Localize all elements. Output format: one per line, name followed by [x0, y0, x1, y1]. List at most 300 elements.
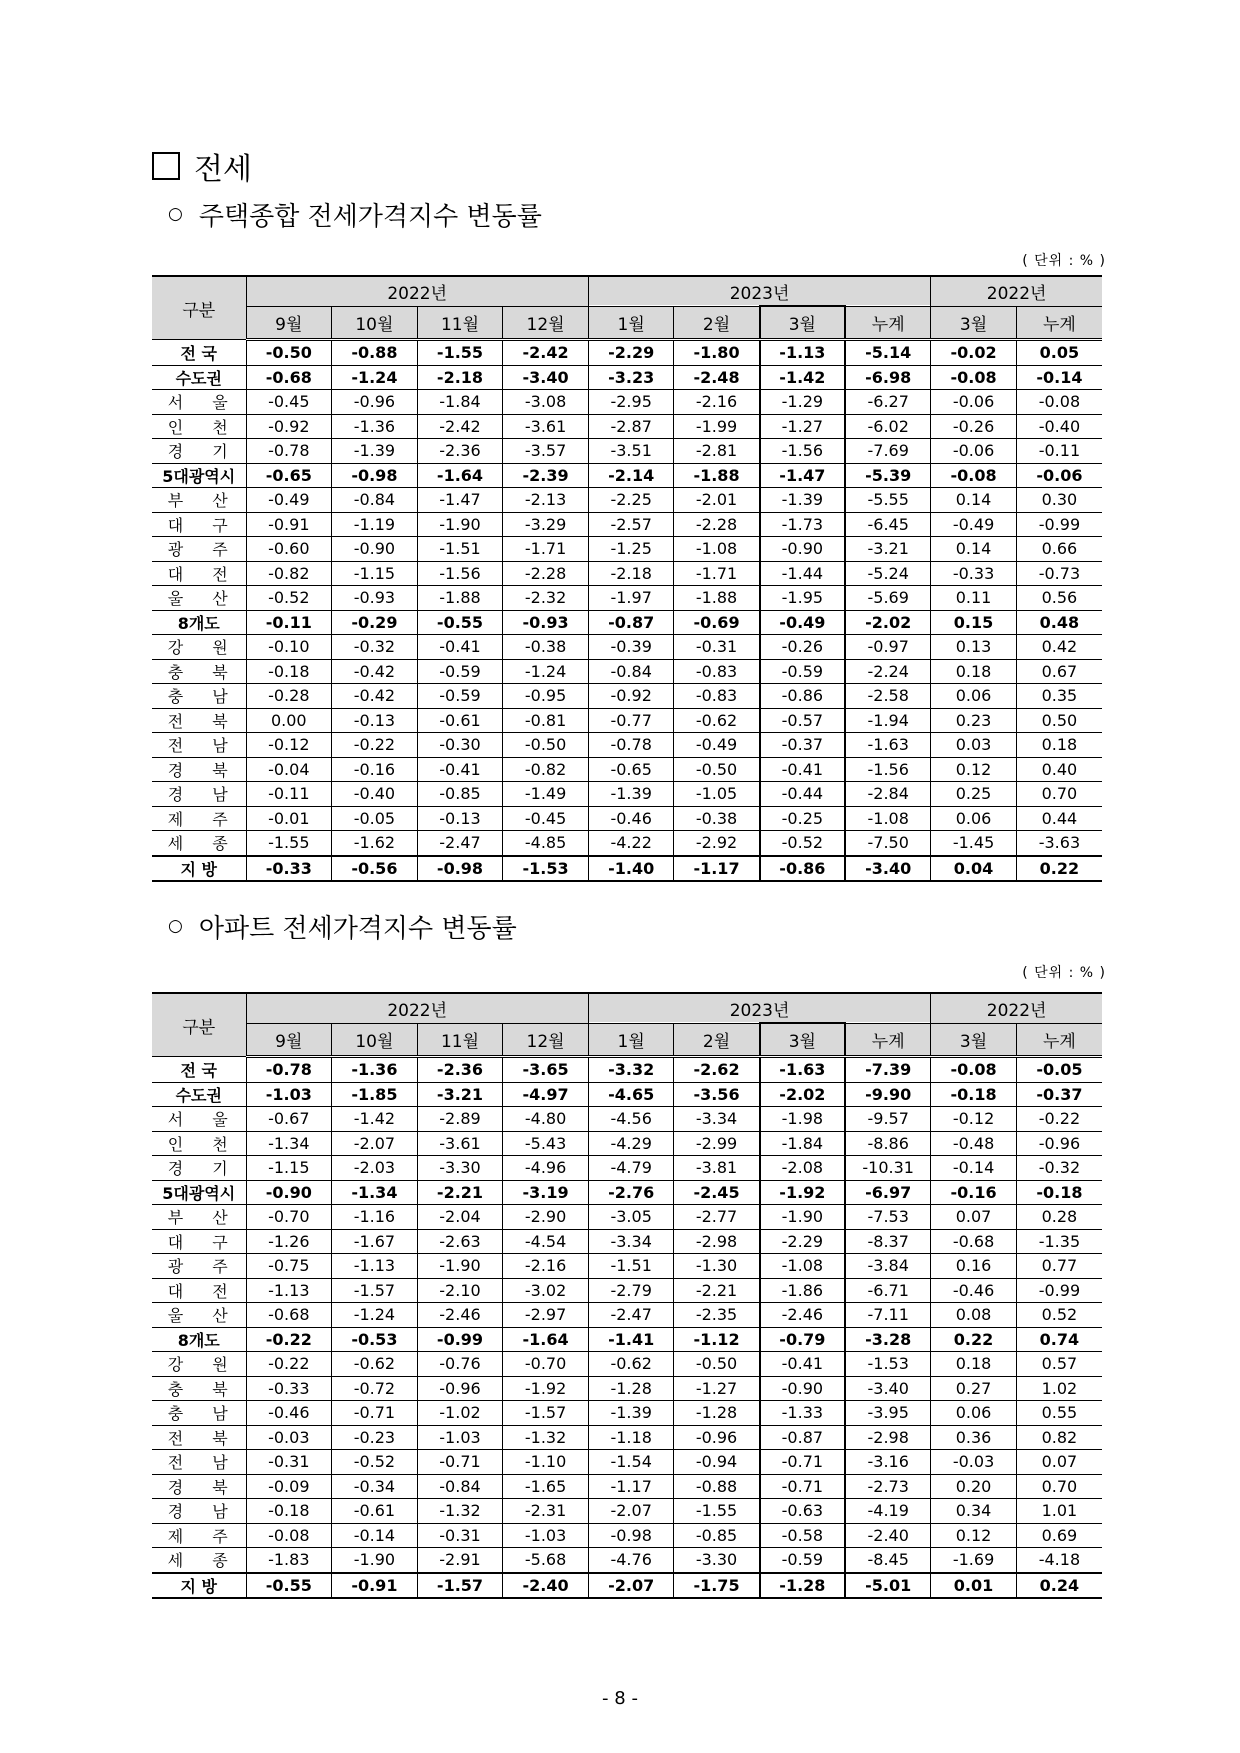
table-row — [152, 1229, 1102, 1254]
value-cell: -0.39 — [588, 635, 674, 660]
value-cell: -2.02 — [845, 610, 931, 635]
value-cell: 0.14 — [931, 488, 1017, 513]
value-cell: -1.24 — [332, 365, 418, 390]
value-cell: -0.08 — [246, 1523, 332, 1548]
value-cell: -0.06 — [931, 390, 1017, 415]
value-cell: -8.37 — [845, 1229, 931, 1254]
value-cell: 0.36 — [931, 1425, 1017, 1450]
value-cell: -1.28 — [760, 1573, 846, 1599]
value-cell: -2.42 — [417, 414, 503, 439]
table-row — [152, 1499, 1102, 1524]
value-cell: -0.87 — [588, 610, 674, 635]
value-cell: -0.92 — [588, 684, 674, 709]
header-year-2022: 2022년 — [246, 993, 588, 1023]
region-name: 전 남 — [152, 1450, 246, 1475]
value-cell: -0.75 — [246, 1254, 332, 1279]
value-cell: -4.56 — [588, 1107, 674, 1132]
value-cell: -1.51 — [417, 537, 503, 562]
value-cell: -3.65 — [503, 1057, 589, 1083]
value-cell: -4.85 — [503, 831, 589, 856]
value-cell: -0.12 — [931, 1107, 1017, 1132]
value-cell: -0.02 — [931, 340, 1017, 366]
value-cell: 0.42 — [1016, 635, 1102, 660]
value-cell: -1.90 — [760, 1205, 846, 1230]
value-cell: -0.61 — [332, 1499, 418, 1524]
value-cell: 0.69 — [1016, 1523, 1102, 1548]
value-cell: -0.26 — [760, 635, 846, 660]
value-cell: 0.56 — [1016, 586, 1102, 611]
value-cell: -0.92 — [246, 414, 332, 439]
value-cell: -3.28 — [845, 1327, 931, 1352]
header-month: 3월 — [931, 1023, 1017, 1057]
value-cell: -0.52 — [332, 1450, 418, 1475]
value-cell: -0.45 — [503, 806, 589, 831]
page-number: - 8 - — [602, 1688, 638, 1709]
value-cell: -1.64 — [417, 463, 503, 488]
value-cell: -1.75 — [674, 1573, 760, 1599]
value-cell: -7.53 — [845, 1205, 931, 1230]
region-name: 8개도 — [152, 610, 246, 635]
value-cell: -3.34 — [674, 1107, 760, 1132]
value-cell: -5.69 — [845, 586, 931, 611]
value-cell: -2.21 — [674, 1278, 760, 1303]
table-row — [152, 586, 1102, 611]
value-cell: -2.02 — [760, 1082, 846, 1107]
value-cell: 0.06 — [931, 806, 1017, 831]
value-cell: -0.58 — [760, 1523, 846, 1548]
table-row — [152, 1450, 1102, 1475]
value-cell: -1.17 — [588, 1474, 674, 1499]
value-cell: -1.40 — [588, 856, 674, 882]
value-cell: -0.93 — [503, 610, 589, 635]
value-cell: -2.24 — [845, 659, 931, 684]
value-cell: 0.18 — [931, 659, 1017, 684]
value-cell: -0.06 — [1016, 463, 1102, 488]
value-cell: -0.59 — [760, 659, 846, 684]
value-cell: -3.19 — [503, 1180, 589, 1205]
value-cell: -1.44 — [760, 561, 846, 586]
value-cell: -2.16 — [674, 390, 760, 415]
header-month: 2월 — [674, 1023, 760, 1057]
value-cell: -0.63 — [760, 1499, 846, 1524]
value-cell: -0.90 — [246, 1180, 332, 1205]
header-month: 11월 — [417, 1023, 503, 1057]
table2-unit: ( 단위 : % ) — [1022, 965, 1106, 981]
value-cell: -4.54 — [503, 1229, 589, 1254]
value-cell: -6.02 — [845, 414, 931, 439]
region-name: 수도권 — [152, 365, 246, 390]
value-cell: -0.08 — [931, 1057, 1017, 1083]
value-cell: -1.54 — [588, 1450, 674, 1475]
value-cell: -4.19 — [845, 1499, 931, 1524]
value-cell: -1.18 — [588, 1425, 674, 1450]
value-cell: -0.69 — [674, 610, 760, 635]
value-cell: -0.33 — [931, 561, 1017, 586]
region-name: 제 주 — [152, 1523, 246, 1548]
value-cell: 0.04 — [931, 856, 1017, 882]
value-cell: -3.81 — [674, 1156, 760, 1181]
value-cell: -1.92 — [503, 1376, 589, 1401]
value-cell: -0.68 — [246, 365, 332, 390]
header-month: 누계 — [1016, 1023, 1102, 1057]
value-cell: -1.27 — [760, 414, 846, 439]
value-cell: -1.55 — [674, 1499, 760, 1524]
value-cell: -0.88 — [332, 340, 418, 366]
value-cell: -2.18 — [417, 365, 503, 390]
header-month: 3월 — [931, 306, 1017, 340]
value-cell: -2.32 — [503, 586, 589, 611]
value-cell: -0.37 — [1016, 1082, 1102, 1107]
value-cell: -1.84 — [760, 1131, 846, 1156]
table-row — [152, 414, 1102, 439]
value-cell: -0.91 — [246, 512, 332, 537]
value-cell: -3.08 — [503, 390, 589, 415]
value-cell: -0.14 — [931, 1156, 1017, 1181]
value-cell: -1.13 — [246, 1278, 332, 1303]
value-cell: -1.73 — [760, 512, 846, 537]
value-cell: -2.14 — [588, 463, 674, 488]
value-cell: -0.96 — [417, 1376, 503, 1401]
table-row — [152, 1573, 1102, 1599]
value-cell: -0.71 — [332, 1401, 418, 1426]
header-month: 11월 — [417, 306, 503, 340]
value-cell: -2.36 — [417, 1057, 503, 1083]
value-cell: 0.24 — [1016, 1573, 1102, 1599]
value-cell: -1.85 — [332, 1082, 418, 1107]
value-cell: -2.47 — [588, 1303, 674, 1328]
value-cell: 0.35 — [1016, 684, 1102, 709]
value-cell: 0.52 — [1016, 1303, 1102, 1328]
value-cell: -1.98 — [760, 1107, 846, 1132]
value-cell: -1.16 — [332, 1205, 418, 1230]
value-cell: -0.46 — [588, 806, 674, 831]
region-name: 전 북 — [152, 1425, 246, 1450]
value-cell: -2.07 — [588, 1499, 674, 1524]
value-cell: 1.02 — [1016, 1376, 1102, 1401]
region-name: 울 산 — [152, 1303, 246, 1328]
table-row — [152, 1057, 1102, 1083]
value-cell: -0.06 — [931, 439, 1017, 464]
value-cell: -1.63 — [845, 733, 931, 758]
value-cell: -3.61 — [417, 1131, 503, 1156]
circle-bullet-icon: ○ — [168, 915, 183, 936]
table-row — [152, 1376, 1102, 1401]
table-row — [152, 1523, 1102, 1548]
value-cell: -2.62 — [674, 1057, 760, 1083]
value-cell: 1.01 — [1016, 1499, 1102, 1524]
header-year-2023: 2023년 — [588, 276, 930, 306]
value-cell: -6.45 — [845, 512, 931, 537]
value-cell: 0.34 — [931, 1499, 1017, 1524]
table-row — [152, 1352, 1102, 1377]
value-cell: -1.24 — [332, 1303, 418, 1328]
value-cell: -3.30 — [674, 1548, 760, 1573]
value-cell: -1.95 — [760, 586, 846, 611]
header-category: 구분 — [152, 276, 246, 340]
value-cell: -0.78 — [246, 439, 332, 464]
value-cell: -0.87 — [760, 1425, 846, 1450]
value-cell: -1.47 — [760, 463, 846, 488]
table-row — [152, 708, 1102, 733]
table-row — [152, 537, 1102, 562]
value-cell: -0.33 — [246, 856, 332, 882]
value-cell: -1.39 — [588, 1401, 674, 1426]
value-cell: -1.13 — [760, 340, 846, 366]
region-name: 지 방 — [152, 856, 246, 882]
value-cell: -2.39 — [503, 463, 589, 488]
value-cell: -1.39 — [760, 488, 846, 513]
value-cell: -0.48 — [931, 1131, 1017, 1156]
table1-title — [168, 196, 542, 233]
value-cell: -0.99 — [417, 1327, 503, 1352]
square-bullet-icon — [152, 152, 180, 180]
value-cell: -0.78 — [246, 1057, 332, 1083]
value-cell: -0.52 — [760, 831, 846, 856]
value-cell: -3.57 — [503, 439, 589, 464]
value-cell: -1.17 — [674, 856, 760, 882]
value-cell: -2.28 — [503, 561, 589, 586]
value-cell: 0.14 — [931, 537, 1017, 562]
value-cell: -3.32 — [588, 1057, 674, 1083]
region-name: 인 천 — [152, 414, 246, 439]
value-cell: -1.32 — [503, 1425, 589, 1450]
value-cell: -0.28 — [246, 684, 332, 709]
value-cell: -0.32 — [1016, 1156, 1102, 1181]
table-row — [152, 340, 1102, 366]
value-cell: -2.91 — [417, 1548, 503, 1573]
value-cell: -2.76 — [588, 1180, 674, 1205]
region-name: 부 산 — [152, 488, 246, 513]
value-cell: -0.97 — [845, 635, 931, 660]
value-cell: -1.34 — [332, 1180, 418, 1205]
value-cell: -2.81 — [674, 439, 760, 464]
value-cell: -1.13 — [332, 1254, 418, 1279]
table-row — [152, 365, 1102, 390]
value-cell: -1.67 — [332, 1229, 418, 1254]
value-cell: -0.05 — [332, 806, 418, 831]
value-cell: -0.14 — [1016, 365, 1102, 390]
value-cell: -0.41 — [417, 635, 503, 660]
region-name: 대 전 — [152, 1278, 246, 1303]
table-row — [152, 463, 1102, 488]
table-row — [152, 1303, 1102, 1328]
value-cell: -2.29 — [760, 1229, 846, 1254]
value-cell: -1.30 — [674, 1254, 760, 1279]
value-cell: -2.29 — [588, 340, 674, 366]
value-cell: -1.35 — [1016, 1229, 1102, 1254]
region-name: 강 원 — [152, 635, 246, 660]
value-cell: -9.90 — [845, 1082, 931, 1107]
value-cell: -0.96 — [1016, 1131, 1102, 1156]
value-cell: -0.33 — [246, 1376, 332, 1401]
header-year-2022: 2022년 — [246, 276, 588, 306]
value-cell: -1.26 — [246, 1229, 332, 1254]
value-cell: -1.53 — [845, 1352, 931, 1377]
table-row — [152, 659, 1102, 684]
value-cell: 0.40 — [1016, 757, 1102, 782]
table-row — [152, 831, 1102, 856]
value-cell: -1.15 — [332, 561, 418, 586]
value-cell: -0.68 — [246, 1303, 332, 1328]
value-cell: -0.65 — [588, 757, 674, 782]
value-cell: -1.19 — [332, 512, 418, 537]
table-row — [152, 1131, 1102, 1156]
value-cell: -2.04 — [417, 1205, 503, 1230]
value-cell: -2.58 — [845, 684, 931, 709]
region-name: 8개도 — [152, 1327, 246, 1352]
value-cell: -1.90 — [332, 1548, 418, 1573]
table-row — [152, 1278, 1102, 1303]
value-cell: -1.88 — [417, 586, 503, 611]
value-cell: -0.18 — [1016, 1180, 1102, 1205]
value-cell: -1.08 — [760, 1254, 846, 1279]
region-name: 서 울 — [152, 390, 246, 415]
value-cell: -2.46 — [760, 1303, 846, 1328]
value-cell: -1.88 — [674, 586, 760, 611]
table-row — [152, 1156, 1102, 1181]
region-name: 5대광역시 — [152, 463, 246, 488]
value-cell: -6.71 — [845, 1278, 931, 1303]
value-cell: -1.63 — [760, 1057, 846, 1083]
value-cell: -2.16 — [503, 1254, 589, 1279]
value-cell: -2.92 — [674, 831, 760, 856]
value-cell: -3.40 — [503, 365, 589, 390]
value-cell: -4.76 — [588, 1548, 674, 1573]
value-cell: -0.73 — [1016, 561, 1102, 586]
header-month: 3월 — [760, 306, 846, 340]
value-cell: -2.13 — [503, 488, 589, 513]
value-cell: -1.42 — [332, 1107, 418, 1132]
value-cell: -0.71 — [760, 1474, 846, 1499]
value-cell: -0.98 — [417, 856, 503, 882]
value-cell: -3.51 — [588, 439, 674, 464]
value-cell: -1.28 — [674, 1401, 760, 1426]
table-row — [152, 1205, 1102, 1230]
value-cell: -0.56 — [332, 856, 418, 882]
value-cell: -0.08 — [1016, 390, 1102, 415]
value-cell: -0.41 — [417, 757, 503, 782]
value-cell: -0.31 — [674, 635, 760, 660]
value-cell: -1.83 — [246, 1548, 332, 1573]
value-cell: 0.66 — [1016, 537, 1102, 562]
value-cell: -1.64 — [503, 1327, 589, 1352]
table-row — [152, 1474, 1102, 1499]
value-cell: -0.26 — [931, 414, 1017, 439]
value-cell: -0.05 — [1016, 1057, 1102, 1083]
value-cell: -3.61 — [503, 414, 589, 439]
value-cell: -3.34 — [588, 1229, 674, 1254]
value-cell: 0.55 — [1016, 1401, 1102, 1426]
value-cell: -0.12 — [246, 733, 332, 758]
region-name: 부 산 — [152, 1205, 246, 1230]
value-cell: -0.13 — [417, 806, 503, 831]
region-name: 지 방 — [152, 1573, 246, 1599]
value-cell: -0.90 — [760, 1376, 846, 1401]
table-row — [152, 856, 1102, 882]
value-cell: 0.70 — [1016, 1474, 1102, 1499]
table-row — [152, 439, 1102, 464]
value-cell: -2.07 — [588, 1573, 674, 1599]
value-cell: 0.57 — [1016, 1352, 1102, 1377]
value-cell: 0.07 — [1016, 1450, 1102, 1475]
value-cell: -0.98 — [588, 1523, 674, 1548]
value-cell: -1.08 — [674, 537, 760, 562]
value-cell: -8.45 — [845, 1548, 931, 1573]
value-cell: -1.25 — [588, 537, 674, 562]
value-cell: -1.51 — [588, 1254, 674, 1279]
value-cell: -1.55 — [417, 340, 503, 366]
value-cell: -0.46 — [931, 1278, 1017, 1303]
value-cell: -0.46 — [246, 1401, 332, 1426]
value-cell: -0.78 — [588, 733, 674, 758]
value-cell: -0.49 — [674, 733, 760, 758]
value-cell: -2.87 — [588, 414, 674, 439]
value-cell: -1.33 — [760, 1401, 846, 1426]
region-name: 충 북 — [152, 659, 246, 684]
value-cell: -0.96 — [674, 1425, 760, 1450]
value-cell: -0.90 — [332, 537, 418, 562]
value-cell: 0.01 — [931, 1573, 1017, 1599]
value-cell: -2.36 — [417, 439, 503, 464]
value-cell: -0.59 — [760, 1548, 846, 1573]
value-cell: 0.30 — [1016, 488, 1102, 513]
table-row — [152, 1548, 1102, 1573]
value-cell: -0.95 — [503, 684, 589, 709]
value-cell: -0.49 — [246, 488, 332, 513]
value-cell: -3.30 — [417, 1156, 503, 1181]
value-cell: -1.10 — [503, 1450, 589, 1475]
value-cell: 0.12 — [931, 757, 1017, 782]
value-cell: -1.80 — [674, 340, 760, 366]
value-cell: -5.24 — [845, 561, 931, 586]
value-cell: -0.29 — [332, 610, 418, 635]
value-cell: 0.15 — [931, 610, 1017, 635]
value-cell: -1.88 — [674, 463, 760, 488]
value-cell: -0.40 — [1016, 414, 1102, 439]
value-cell: -1.84 — [417, 390, 503, 415]
value-cell: 0.70 — [1016, 782, 1102, 807]
value-cell: -0.67 — [246, 1107, 332, 1132]
table-row — [152, 1180, 1102, 1205]
value-cell: -0.11 — [246, 782, 332, 807]
value-cell: -1.02 — [417, 1401, 503, 1426]
value-cell: -0.08 — [931, 463, 1017, 488]
value-cell: -0.61 — [417, 708, 503, 733]
value-cell: -3.63 — [1016, 831, 1102, 856]
value-cell: -0.70 — [246, 1205, 332, 1230]
table-row — [152, 1425, 1102, 1450]
value-cell: -0.96 — [332, 390, 418, 415]
value-cell: -7.50 — [845, 831, 931, 856]
value-cell: -2.03 — [332, 1156, 418, 1181]
value-cell: -0.68 — [931, 1229, 1017, 1254]
value-cell: -2.21 — [417, 1180, 503, 1205]
value-cell: 0.20 — [931, 1474, 1017, 1499]
value-cell: -2.47 — [417, 831, 503, 856]
region-name: 광 주 — [152, 1254, 246, 1279]
table2-title — [168, 908, 517, 945]
value-cell: -0.25 — [760, 806, 846, 831]
value-cell: -0.37 — [760, 733, 846, 758]
table-housing-jeonse — [152, 275, 1102, 882]
value-cell: -1.49 — [503, 782, 589, 807]
value-cell: -2.45 — [674, 1180, 760, 1205]
value-cell: -6.27 — [845, 390, 931, 415]
table-apartment-jeonse — [152, 992, 1102, 1599]
value-cell: -0.42 — [332, 659, 418, 684]
value-cell: -2.95 — [588, 390, 674, 415]
value-cell: -0.18 — [246, 1499, 332, 1524]
